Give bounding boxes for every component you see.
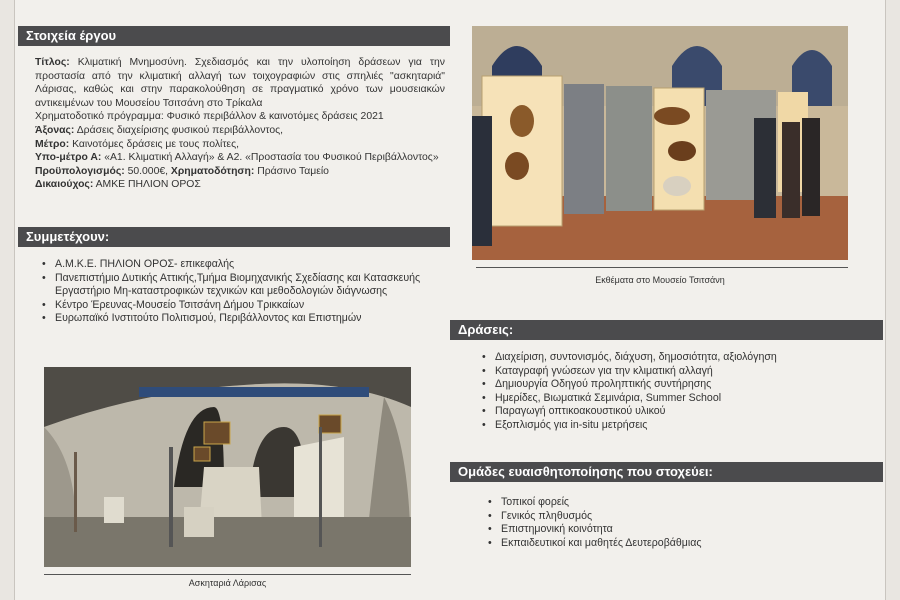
museum-photo-caption: Εκθέματα στο Μουσείο Τσιτσάνη [595,275,725,285]
target-groups-list [488,496,868,550]
section-header-participants: Συμμετέχουν: [18,227,450,247]
list-item: • Τοπικοί φορείς [488,496,868,510]
museum-exhibits-photo [472,26,848,260]
list-item: • Εκπαιδευτικοί και μαθητές Δευτεροβάθμιας [488,537,868,551]
list-item: • Εξοπλισμός για in-situ μετρήσεις [482,419,882,433]
project-beneficiary: Δικαιούχος: ΑΜΚΕ ΠΗΛΙΟΝ ΟΡΟΣ [35,179,201,191]
list-item: • Επιστημονική κοινότητα [488,523,868,537]
project-title: Τίτλος: Κλιματική Μνημοσύνη. Σχεδιασμός και την υλοποίηση δράσεων για την προστασία από την κλιματική αλλαγή των τοιχογραφιών στις σπηλιές "ασκηταριά" Λάρισας, καθώς και στην παρακολούθηση σε πραγματικό χρόνο των μουσειακών αντικειμένων του Μουσείου Τσιτσάνη στο Τρίκαλα [35,57,445,109]
list-item: • Παραγωγή οπτικοακουστικού υλικού [482,405,882,419]
museum-photo-image [472,26,848,260]
section-header-actions: Δράσεις: [450,320,883,340]
list-item: • Πανεπιστήμιο Δυτικής Αττικής,Τμήμα Βιομηχανικής Σχεδίασης και Κατασκευής Εργαστήριο Μη-καταστροφικών τεχνικών και μεθοδολογιών διάγνωσης [42,272,442,299]
list-item: • Γενικός πληθυσμός [488,510,868,524]
list-item: • Δημιουργία Οδηγού προληπτικής συντήρησης [482,378,882,392]
list-item: • Α.Μ.Κ.Ε. ΠΗΛΙΟΝ ΟΡΟΣ- επικεφαλής [42,258,442,272]
list-item: • Κέντρο Έρευνας-Μουσείο Τσιτσάνη Δήμου Τρικκαίων [42,299,442,313]
list-item: • Καταγραφή γνώσεων για την κλιματική αλλαγή [482,365,882,379]
list-item: • Ευρωπαϊκό Ινστιτούτο Πολιτισμού, Περιβάλλοντος και Επιστημών [42,312,442,326]
actions-list [482,351,882,433]
cave-photo-caption: Ασκηταριά Λάρισας [188,578,267,588]
project-measure: Μέτρο: Καινοτόμες δράσεις με τους πολίτες, [35,138,239,150]
project-info [35,56,445,192]
project-submeasure: Υπο-μέτρο Α: «Α1. Κλιματική Αλλαγή» & Α2. «Προστασία του Φυσικού Περιβάλλοντος» [35,152,439,164]
section-header-project: Στοιχεία έργου [18,26,450,46]
funding-programme: Χρηματοδοτικό πρόγραμμα: Φυσικό περιβάλλον & καινοτόμες δράσεις 2021 [35,111,384,123]
list-item: • Ημερίδες, Βιωματικά Σεμινάρια, Summer School [482,392,882,406]
cave-photo-image [44,367,411,567]
participants-list [42,258,442,326]
project-budget: Προϋπολογισμός: 50.000€, Χρηματοδότηση: Πράσινο Ταμείο [35,165,329,177]
caption-line-museum [476,267,848,268]
cave-hermitage-photo [44,367,411,567]
caption-line-cave [44,574,411,575]
section-header-target-groups: Ομάδες ευαισθητοποίησης που στοχεύει: [450,462,883,482]
list-item: • Διαχείριση, συντονισμός, διάχυση, δημοσιότητα, αξιολόγηση [482,351,882,365]
project-axis: Άξονας: Δράσεις διαχείρισης φυσικού περιβάλλοντος, [35,124,284,136]
